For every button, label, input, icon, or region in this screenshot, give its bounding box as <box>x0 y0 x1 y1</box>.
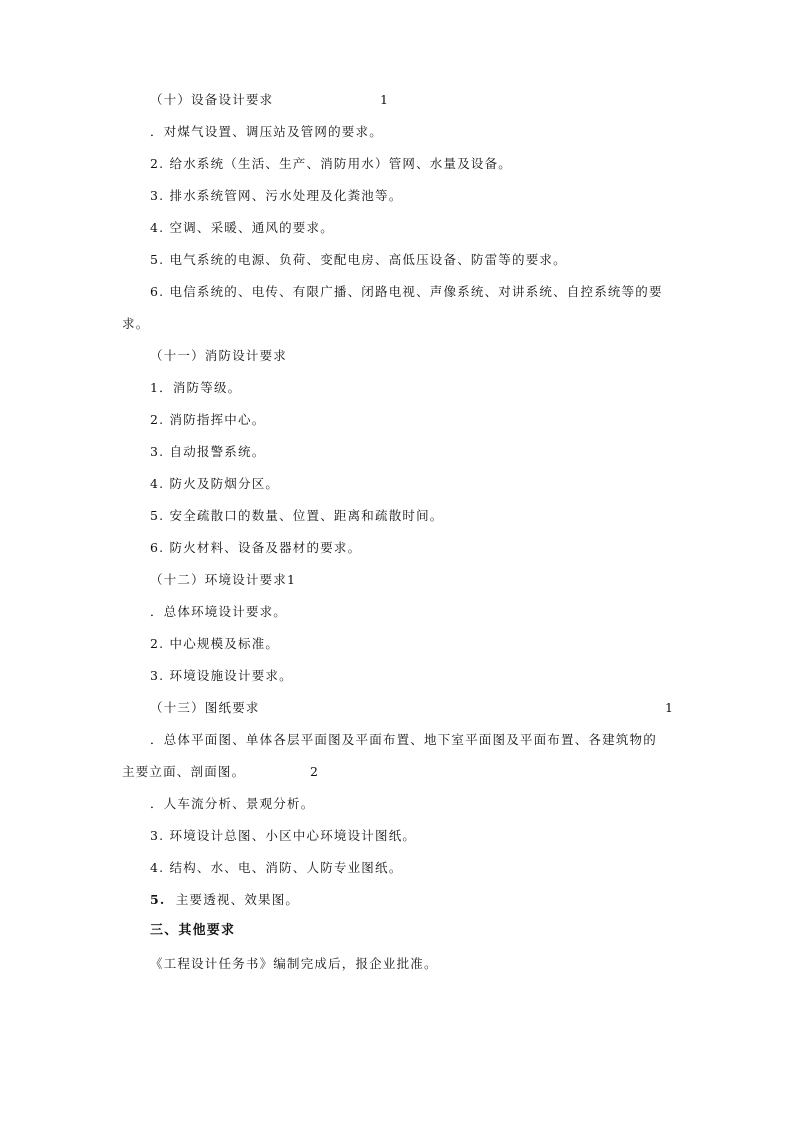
s13-item-1-cont: 主要立面、剖面图。 <box>122 764 246 779</box>
section-10-heading: （十）设备设计要求 <box>150 92 274 107</box>
s10-item-5: 5. 电气系统的电源、负荷、变配电房、高低压设备、防雷等的要求。 <box>150 252 567 267</box>
s10-item-6: 6. 电信系统的、电传、有限广播、闭路电视、声像系统、对讲系统、自控系统等的要 <box>150 284 663 299</box>
s12-item-2: 2. 中心规模及标准。 <box>150 636 280 651</box>
s12-item-3: 3. 环境设施设计要求。 <box>150 668 293 683</box>
s13-item-5-number: 5. <box>150 892 166 907</box>
s11-item-5: 5. 安全疏散口的数量、位置、距离和疏散时间。 <box>150 508 444 523</box>
s10-item-4: 4. 空调、采暖、通风的要求。 <box>150 220 334 235</box>
s11-item-2: 2. 消防指挥中心。 <box>150 412 266 427</box>
s13-item-4: 4. 结构、水、电、消防、人防专业图纸。 <box>150 860 403 875</box>
section-13-heading: （十三）图纸要求 <box>150 700 260 715</box>
section-3-heading: 三、其他要求 <box>150 923 236 938</box>
section-12-heading: （十二）环境设计要求1 <box>150 572 297 587</box>
s10-item-2: 2. 给水系统（生活、生产、消防用水）管网、水量及设备。 <box>150 156 513 171</box>
s13-item-3: 3. 环境设计总图、小区中心环境设计图纸。 <box>150 828 417 843</box>
s12-item-1: ．总体环境设计要求。 <box>150 604 288 619</box>
s13-item-2: ．人车流分析、景观分析。 <box>150 796 315 811</box>
section-13-note: 1 <box>665 700 673 715</box>
s11-item-6: 6. 防火材料、设备及器材的要求。 <box>150 540 362 555</box>
s13-item-1-note: 2 <box>310 764 318 779</box>
s10-item-6-cont: 求。 <box>122 316 150 331</box>
s10-item-3: 3. 排水系统管网、污水处理及化粪池等。 <box>150 188 403 203</box>
section-10-note: 1 <box>380 92 388 107</box>
section-11-heading: （十一）消防设计要求 <box>150 348 288 363</box>
s11-item-4: 4. 防火及防烟分区。 <box>150 476 280 491</box>
s11-item-1: 1．消防等级。 <box>150 380 242 395</box>
s13-item-5 <box>150 892 299 908</box>
section-3-text: 《工程设计任务书》编制完成后，报企业批准。 <box>150 956 438 971</box>
s13-item-1: ．总体平面图、单体各层平面图及平面布置、地下室平面图及平面布置、各建筑物的 <box>150 732 657 747</box>
s11-item-3: 3. 自动报警系统。 <box>150 444 266 459</box>
s13-item-5-text: 主要透视、效果图。 <box>175 892 300 907</box>
s10-item-1: ．对煤气设置、调压站及管网的要求。 <box>150 124 383 139</box>
